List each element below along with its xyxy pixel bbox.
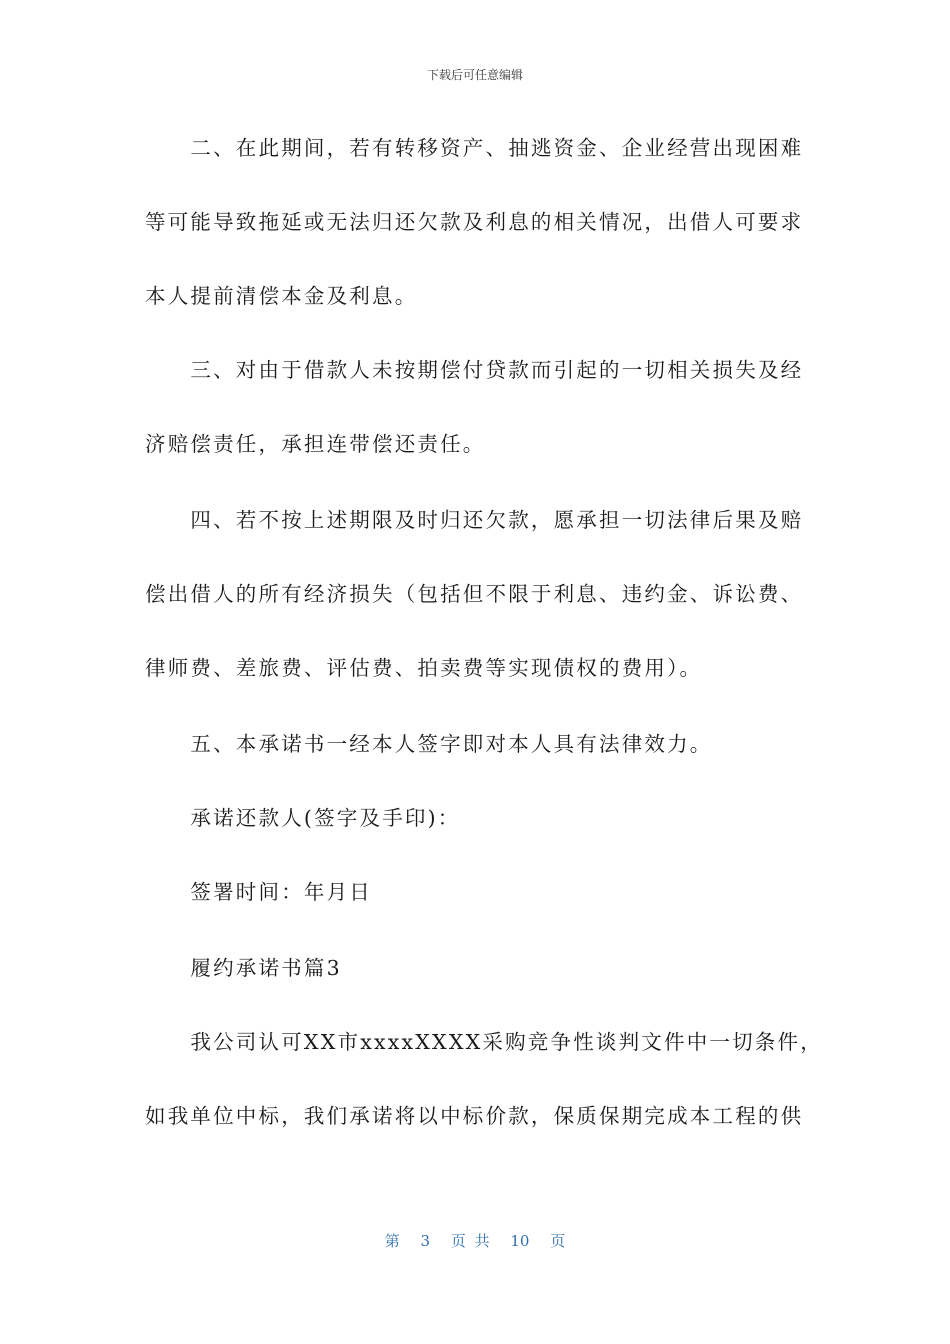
paragraph-line: 五、本承诺书一经本人签字即对本人具有法律效力。 bbox=[145, 732, 713, 756]
page-prefix: 第 bbox=[384, 1232, 400, 1250]
paragraph-line: 等可能导致拖延或无法归还欠款及利息的相关情况，出借人可要求 bbox=[145, 210, 804, 234]
current-page-number: 3 bbox=[420, 1232, 431, 1250]
paragraph-line: 济赔偿责任，承担连带偿还责任。 bbox=[145, 432, 486, 456]
paragraph-line: 本人提前清偿本金及利息。 bbox=[145, 284, 418, 308]
header-note: 下载后可任意编辑 bbox=[426, 68, 523, 82]
paragraph-line: 我公司认可XX市xxxxXXXX采购竞争性谈判文件中一切条件， bbox=[145, 1030, 823, 1054]
paragraph-line: 二、在此期间，若有转移资产、抽逃资金、企业经营出现困难 bbox=[145, 136, 804, 160]
page-mid-label: 页 共 bbox=[450, 1232, 490, 1250]
page-footer bbox=[0, 1230, 950, 1251]
section-title: 履约承诺书篇3 bbox=[145, 956, 342, 980]
paragraph-line: 偿出借人的所有经济损失（包括但不限于利息、违约金、诉讼费、 bbox=[145, 582, 804, 606]
paragraph-line: 如我单位中标，我们承诺将以中标价款，保质保期完成本工程的供 bbox=[145, 1104, 804, 1128]
paragraph-line: 四、若不按上述期限及时归还欠款，愿承担一切法律后果及赔 bbox=[145, 508, 804, 532]
paragraph-line: 三、对由于借款人未按期偿付贷款而引起的一切相关损失及经 bbox=[145, 358, 804, 382]
signature-line: 承诺还款人(签字及手印)： bbox=[145, 806, 461, 830]
paragraph-line: 律师费、差旅费、评估费、拍卖费等实现债权的费用）。 bbox=[145, 656, 703, 680]
total-pages-number: 10 bbox=[510, 1232, 530, 1250]
page-suffix: 页 bbox=[550, 1232, 566, 1250]
date-line: 签署时间：年月日 bbox=[145, 880, 372, 904]
